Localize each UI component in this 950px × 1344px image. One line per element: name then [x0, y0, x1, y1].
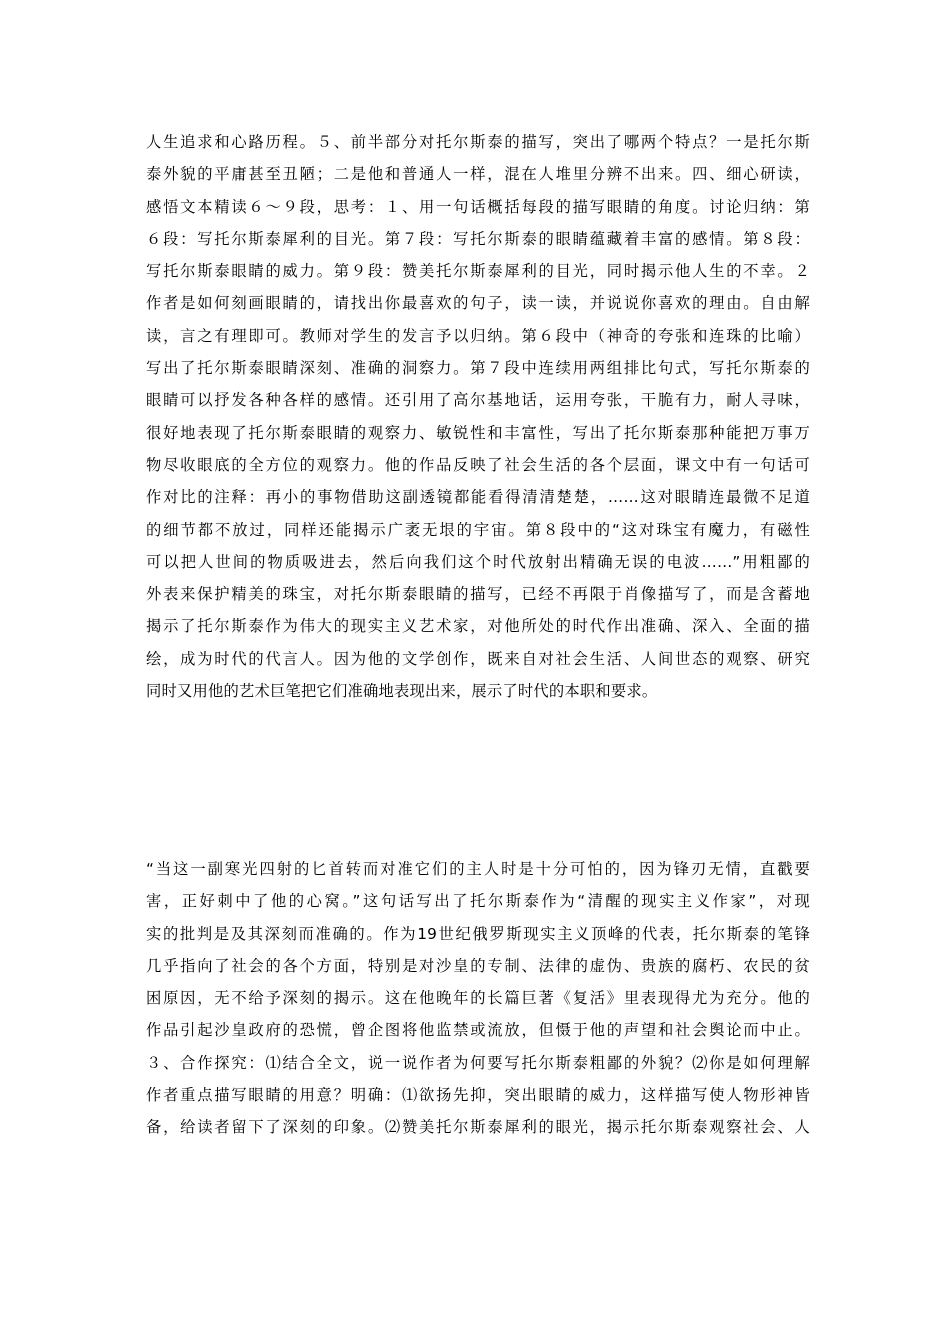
text-line: 作对比的注释：再小的事物借助这副透镜都能看得清清楚楚，……这对眼睛连最微不足道 — [146, 488, 810, 507]
paragraph-1 — [146, 126, 810, 707]
text-line: 人生追求和心路历程。５、前半部分对托尔斯泰的描写，突出了哪两个特点？一是托尔斯 — [146, 133, 810, 151]
text-line: 可以把人世间的物质吸进去，然后向我们这个时代放射出精确无误的电波……”用粗鄙的 — [146, 552, 810, 571]
text-line: 作品引起沙皇政府的恐慌，曾企图将他监禁或流放，但慑于他的声望和社会舆论而中止。 — [146, 1021, 810, 1040]
text-line: 困原因，无不给予深刻的揭示。这在他晚年的长篇巨著《复活》里表现得尤为充分。他的 — [146, 989, 810, 1008]
text-line: 几乎指向了社会的各个方面，特别是对沙皇的专制、法律的虚伪、贵族的腐朽、农民的贫 — [146, 956, 810, 975]
text-line: 写出了托尔斯泰眼睛深刻、准确的洞察力。第７段中连续用两组排比句式，写托尔斯泰的 — [146, 359, 810, 378]
text-line: 的细节都不放过，同样还能揭示广袤无垠的宇宙。第８段中的“这对珠宝有魔力，有磁性 — [146, 520, 810, 539]
text-line: ６段：写托尔斯泰犀利的目光。第７段：写托尔斯泰的眼睛蕴藏着丰富的感情。第８段： — [146, 229, 810, 248]
text-line: 害，正好刺中了他的心窝。”这句话写出了托尔斯泰作为“清醒的现实主义作家”，对现 — [146, 892, 810, 911]
text-line: 感悟文本精读６～９段，思考：１、用一句话概括每段的描写眼睛的角度。讨论归纳：第 — [146, 197, 810, 216]
text-line: “当这一副寒光四射的匕首转而对准它们的主人时是十分可怕的，因为锋刃无情，直戳要 — [146, 860, 810, 878]
text-line: 眼睛可以抒发各种各样的感情。还引用了高尔基地话，运用夸张，干脆有力，耐人寻味， — [146, 391, 810, 410]
text-line: 作者是如何刻画眼睛的，请找出你最喜欢的句子，读一读，并说说你喜欢的理由。自由解 — [146, 294, 810, 313]
text-line: 写托尔斯泰眼睛的威力。第９段：赞美托尔斯泰犀利的目光，同时揭示他人生的不幸。２ — [146, 262, 810, 281]
text-line: 外表来保护精美的珠宝，对托尔斯泰眼睛的描写，已经不再限于肖像描写了，而是含蓄地 — [146, 585, 810, 604]
text-line: 备，给读者留下了深刻的印象。⑵赞美托尔斯泰犀利的眼光，揭示托尔斯泰观察社会、人 — [146, 1118, 810, 1137]
text-line: ３、合作探究：⑴结合全文，说一说作者为何要写托尔斯泰粗鄙的外貌？⑵你是如何理解 — [146, 1053, 810, 1072]
paragraph-2 — [146, 853, 810, 1144]
text-line: 作者重点描写眼睛的用意？明确：⑴欲扬先抑，突出眼睛的威力，这样描写使人物形神皆 — [146, 1086, 810, 1105]
text-line: 实的批判是及其深刻而准确的。作为19世纪俄罗斯现实主义顶峰的代表，托尔斯泰的笔锋 — [146, 924, 810, 943]
text-line: 同时又用他的艺术巨笔把它们准确地表现出来，展示了时代的本职和要求。 — [146, 682, 658, 701]
text-line: 绘，成为时代的代言人。因为他的文学创作，既来自对社会生活、人间世态的观察、研究 — [146, 649, 810, 668]
text-line: 揭示了托尔斯泰作为伟大的现实主义艺术家，对他所处的时代作出准确、深入、全面的描 — [146, 617, 810, 636]
text-line: 物尽收眼底的全方位的观察力。他的作品反映了社会生活的各个层面，课文中有一句话可 — [146, 455, 810, 474]
text-line: 读，言之有理即可。教师对学生的发言予以归纳。第６段中（神奇的夸张和连珠的比喻） — [146, 326, 810, 345]
text-line: 很好地表现了托尔斯泰眼睛的观察力、敏锐性和丰富性，写出了托尔斯泰那种能把万事万 — [146, 423, 810, 442]
text-line: 泰外貌的平庸甚至丑陋；二是他和普通人一样，混在人堆里分辨不出来。四、细心研读， — [146, 165, 810, 184]
